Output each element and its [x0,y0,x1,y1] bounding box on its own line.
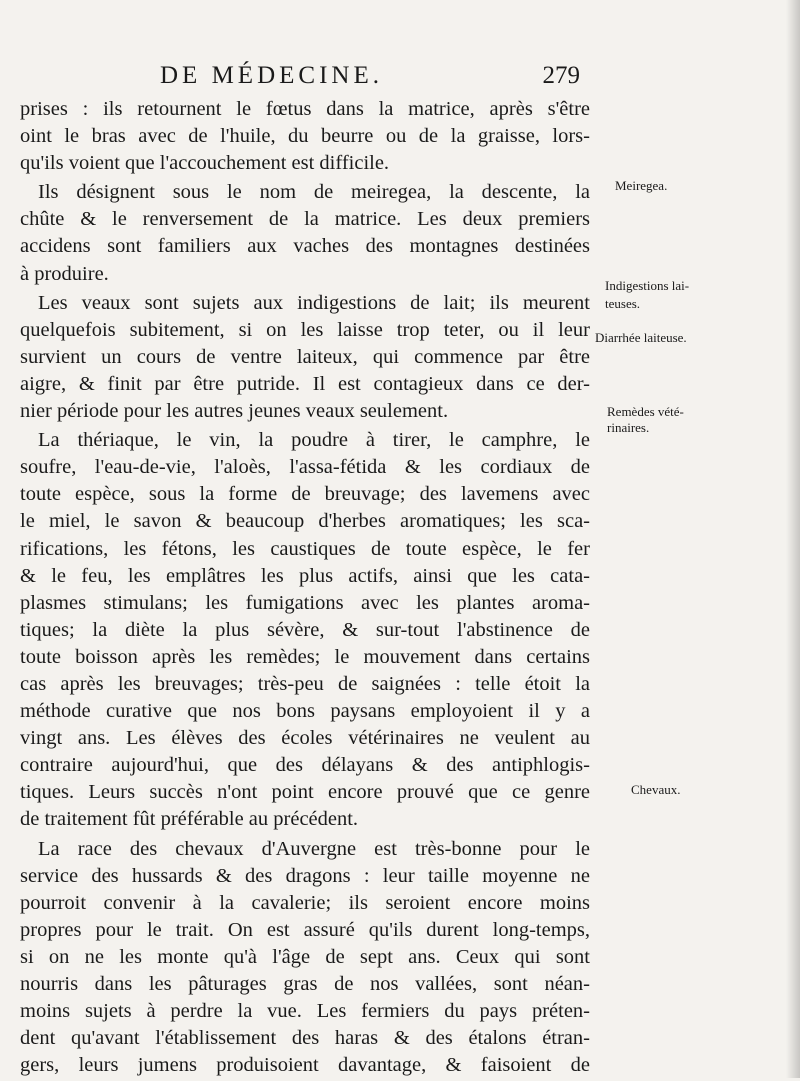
text-line: La race des chevaux d'Auvergne est très-bonne pour le [38,837,590,860]
text-line: & le feu, les emplâtres les plus actifs, ainsi que les cata- [20,564,590,587]
margin-note-diarrhee: Diarrhée laiteuse. [595,330,687,345]
paragraph [20,96,590,177]
text-line: accidens sont familiers aux vaches des montagnes destinées [20,235,590,258]
text-line: toute boisson après les remèdes; le mouvement dans certains [20,645,590,668]
page-header [20,62,580,92]
text-line: plasmes stimulans; les fumigations avec les plantes aroma- [20,591,590,614]
text-line: le miel, le savon & beaucoup d'herbes aromatiques; les sca- [20,510,590,533]
running-head: DE MÉDECINE. [160,62,383,89]
body-text [20,96,590,1081]
paragraph [20,836,590,1080]
text-line: propres pour le trait. On est assuré qu'ils durent long-temps, [20,918,590,941]
text-line: qu'ils voient que l'accouchement est difficile. [20,152,390,175]
text-line: gers, leurs jumens produisoient davantage, & faisoient de [20,1054,590,1077]
text-line: La thériaque, le vin, la poudre à tirer, le camphre, le [38,429,590,452]
page-edge-shadow [786,0,800,1078]
margin-note-indigestions: Indigestions lai- [605,278,690,293]
margin-note-indigestions-cont: teuses. [605,296,641,311]
text-line: prises : ils retournent le fœtus dans la matrice, après s'être [20,98,590,120]
margin-note-meiregea: Meiregea. [615,178,668,193]
margin-note-remedes-cont: rinaires. [607,420,650,435]
margin-note-remedes: Remèdes vété- [607,404,684,419]
text-line: service des hussards & des dragons : leur taille moyenne ne [20,864,590,887]
text-line: chûte & le renversement de la matrice. Les deux premiers [20,208,590,231]
text-line: de traitement fût préférable au précédent. [20,808,359,831]
text-line: nourris dans les pâturages gras de nos vallées, sont néan- [20,973,590,995]
paragraph [20,427,590,833]
text-line: si on ne les monte qu'à l'âge de sept ans. Ceux qui sont [20,945,590,968]
text-line: soufre, l'eau-de-vie, l'aloès, l'assa-fétida & les cordiaux de [20,456,590,479]
text-line: rifications, les fétons, les caustiques de toute espèce, le fer [20,537,590,560]
text-line: survient un cours de ventre laiteux, qui commence par être [20,345,590,368]
text-line: dent qu'avant l'établissement des haras & des étalons étran- [20,1027,590,1050]
text-line: à produire. [20,262,109,285]
text-line: nier période pour les autres jeunes veaux seulement. [20,400,449,423]
text-line: tiques; la diète la plus sévère, & sur-tout l'abstinence de [20,618,590,641]
margin-note-chevaux: Chevaux. [631,782,681,797]
text-line: vingt ans. Les élèves des écoles vétérinaires ne veulent au [20,727,590,750]
text-line: quelquefois subitement, si on les laisse trop teter, ou il leur [20,318,590,341]
text-line: toute espèce, sous la forme de breuvage; des lavemens avec [20,483,590,506]
text-line: tiques. Leurs succès n'ont point encore prouvé que ce genre [20,781,590,804]
text-line: Les veaux sont sujets aux indigestions de lait; ils meurent [38,291,590,314]
text-line: oint le bras avec de l'huile, du beurre ou de la graisse, lors- [20,125,590,148]
text-line: aigre, & finit par être putride. Il est contagieux dans ce der- [20,372,590,395]
paragraph [20,290,590,425]
page-number: 279 [542,62,580,89]
text-line: contraire aujourd'hui, que des délayans & des antiphlogis- [20,754,590,777]
text-line: méthode curative que nos bons paysans employoient il y a [20,700,590,723]
text-line: pourroit convenir à la cavalerie; ils seroient encore moins [20,891,590,914]
text-line: Ils désignent sous le nom de meiregea, la descente, la [38,181,590,204]
text-line: cas après les breuvages; très-peu de saignées : telle étoit la [20,672,590,695]
paragraph [20,179,590,287]
text-line: moins sujets à perdre la vue. Les fermiers du pays préten- [20,1000,590,1023]
